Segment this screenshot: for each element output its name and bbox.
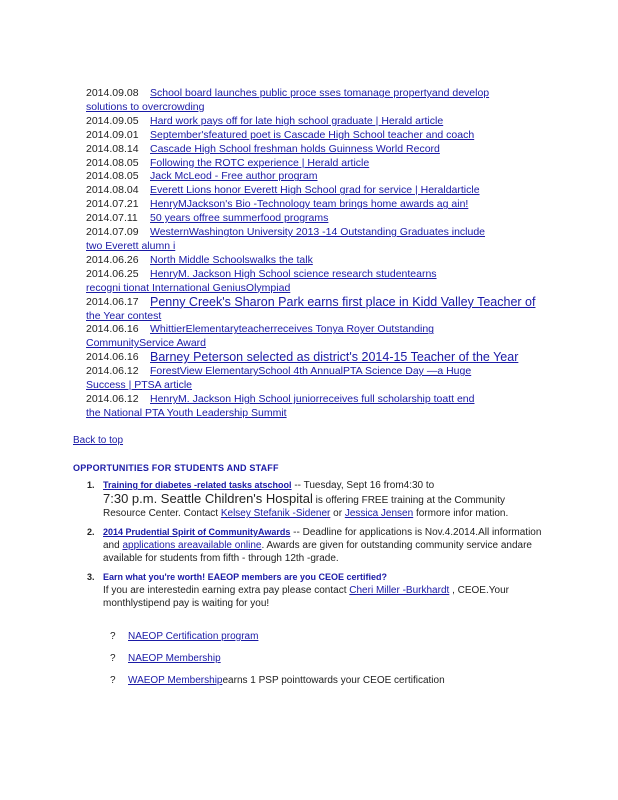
- news-item: [86, 170, 546, 184]
- news-link[interactable]: WesternWashington University 2013 -14 Outstanding Graduates include: [150, 226, 486, 239]
- item-number: 1.: [87, 480, 95, 490]
- news-item: [86, 254, 546, 268]
- news-link[interactable]: Following the ROTC experience | Herald article: [150, 156, 370, 169]
- news-item: [86, 365, 546, 379]
- news-link[interactable]: 50 years offree summerfood programs: [150, 212, 329, 225]
- news-date: 2014.06.12: [86, 392, 139, 405]
- news-item: [86, 226, 546, 240]
- news-link[interactable]: Jack McLeod - Free author program: [150, 170, 318, 183]
- item-text: -- Tuesday, Sept 16 from4:30 to: [294, 480, 435, 491]
- news-link-cont[interactable]: the Year contest: [86, 309, 162, 322]
- news-date: 2014.08.05: [86, 156, 139, 169]
- news-date: 2014.06.12: [86, 365, 139, 378]
- news-link[interactable]: HenryM. Jackson High School juniorreceives full scholarship toatt end: [150, 392, 475, 405]
- news-date: 2014.07.21: [86, 198, 139, 211]
- item-heading: Earn what you're worth! EAEOP members are you CEOE certified?: [103, 572, 388, 582]
- news-date: 2014.08.04: [86, 184, 139, 197]
- item-number: 2.: [87, 527, 95, 537]
- item-number: 3.: [87, 572, 95, 582]
- news-link[interactable]: HenryM. Jackson High School science research studentearns: [150, 267, 437, 280]
- news-link[interactable]: HenryMJackson's Bio -Technology team brings home awards ag ain!: [150, 198, 469, 211]
- section-title: OPPORTUNITIES FOR STUDENTS AND STAFF: [73, 463, 279, 473]
- item-text: -- Deadline for applications is Nov.4.2014.All information and: [103, 527, 542, 551]
- news-link[interactable]: Hard work pays off for late high school graduate | Herald article: [150, 114, 444, 127]
- news-link[interactable]: September'sfeatured poet is Cascade High School teacher and coach: [150, 128, 475, 141]
- news-link-cont[interactable]: CommunityService Award: [86, 337, 207, 350]
- opportunities-section: [73, 463, 543, 696]
- item-text: If you are interestedin earning extra pay please contact: [103, 585, 350, 596]
- news-item: [86, 157, 546, 171]
- item-text: is offering FREE training at the Community Resource Center. Contact: [103, 495, 505, 519]
- bullet-link[interactable]: WAEOP Membership: [128, 675, 223, 686]
- news-link[interactable]: Barney Peterson selected as district's 2014-15 Teacher of the Year: [150, 350, 519, 365]
- news-list: [86, 87, 546, 421]
- news-item: [86, 198, 546, 212]
- news-date: 2014.09.08: [86, 87, 139, 99]
- news-item: [86, 323, 546, 337]
- news-date: 2014.09.05: [86, 114, 139, 127]
- news-date: 2014.08.05: [86, 170, 139, 183]
- news-link[interactable]: Everett Lions honor Everett High School grad for service | Heraldarticle: [150, 184, 480, 197]
- news-link-cont[interactable]: recogni tionat International GeniusOlympiad: [86, 281, 291, 294]
- item-text-large: 7:30 p.m. Seattle Children's Hospital: [103, 491, 313, 506]
- news-item: [86, 115, 546, 129]
- bullet-item: [110, 674, 543, 687]
- news-date: 2014.06.25: [86, 267, 139, 280]
- news-date: 2014.06.16: [86, 323, 139, 336]
- opportunity-item: [73, 571, 543, 610]
- news-item: [86, 87, 546, 101]
- applications-link[interactable]: applications areavailable online: [122, 540, 262, 551]
- contact-link[interactable]: Cheri Miller -Burkhardt: [349, 585, 450, 596]
- news-link[interactable]: Penny Creek's Sharon Park earns first place in Kidd Valley Teacher of: [150, 294, 536, 309]
- news-date: 2014.06.17: [86, 295, 139, 308]
- news-date: 2014.08.14: [86, 142, 139, 155]
- bullet-mark: ?: [110, 653, 116, 664]
- contact-link[interactable]: Kelsey Stefanik -Sidener: [220, 508, 331, 519]
- news-link[interactable]: ForestView ElementarySchool 4th AnnualPTA Science Day —a Huge: [150, 365, 472, 378]
- news-date: 2014.07.09: [86, 226, 139, 239]
- bullet-mark: ?: [110, 631, 116, 642]
- opportunity-link[interactable]: Training for diabetes -related tasks atschool: [103, 480, 292, 490]
- bullet-text: earns 1 PSP pointtowards your CEOE certification: [222, 675, 445, 686]
- news-link-cont[interactable]: two Everett alumn i: [86, 239, 176, 252]
- opportunity-item: [73, 479, 543, 520]
- news-link[interactable]: North Middle Schoolswalks the talk: [150, 253, 313, 266]
- news-item: [86, 212, 546, 226]
- opportunity-item: [73, 526, 543, 565]
- back-to-top-link[interactable]: Back to top: [73, 435, 124, 446]
- news-item: [86, 184, 546, 198]
- item-text: formore infor mation.: [413, 508, 509, 519]
- bullet-item: [110, 652, 543, 665]
- item-text: or: [330, 508, 345, 519]
- item-text: . Awards are given for outstanding community service andare available for students from fifth - through 12th -grade.: [103, 540, 532, 564]
- news-link-cont[interactable]: Success | PTSA article: [86, 379, 193, 392]
- news-date: 2014.06.26: [86, 253, 139, 266]
- bullet-item: [110, 630, 543, 643]
- bullet-list: [73, 630, 543, 687]
- news-link[interactable]: School board launches public proce sses tomanage propertyand develop: [150, 87, 490, 99]
- opportunity-link[interactable]: 2014 Prudential Spirit of CommunityAwards: [103, 527, 291, 537]
- news-item: [86, 296, 546, 310]
- bullet-link[interactable]: NAEOP Certification program: [128, 631, 259, 642]
- news-item: [86, 143, 546, 157]
- bullet-mark: ?: [110, 675, 116, 686]
- news-item: [86, 351, 546, 365]
- news-date: 2014.06.16: [86, 351, 139, 364]
- bullet-link[interactable]: NAEOP Membership: [128, 653, 221, 664]
- contact-link[interactable]: Jessica Jensen: [344, 508, 414, 519]
- news-item: [86, 268, 546, 282]
- item-text: , CEOE.Your monthlystipend pay is waiting for you!: [103, 585, 509, 609]
- news-link-cont[interactable]: solutions to overcrowding: [86, 100, 205, 113]
- news-date: 2014.09.01: [86, 128, 139, 141]
- news-item: [86, 393, 546, 407]
- news-link[interactable]: WhittierElementaryteacherreceives Tonya Royer Outstanding: [150, 323, 435, 336]
- news-link-cont[interactable]: the National PTA Youth Leadership Summit: [86, 406, 287, 419]
- news-item: [86, 129, 546, 143]
- news-link[interactable]: Cascade High School freshman holds Guinness World Record: [150, 142, 440, 155]
- news-date: 2014.07.11: [86, 212, 138, 225]
